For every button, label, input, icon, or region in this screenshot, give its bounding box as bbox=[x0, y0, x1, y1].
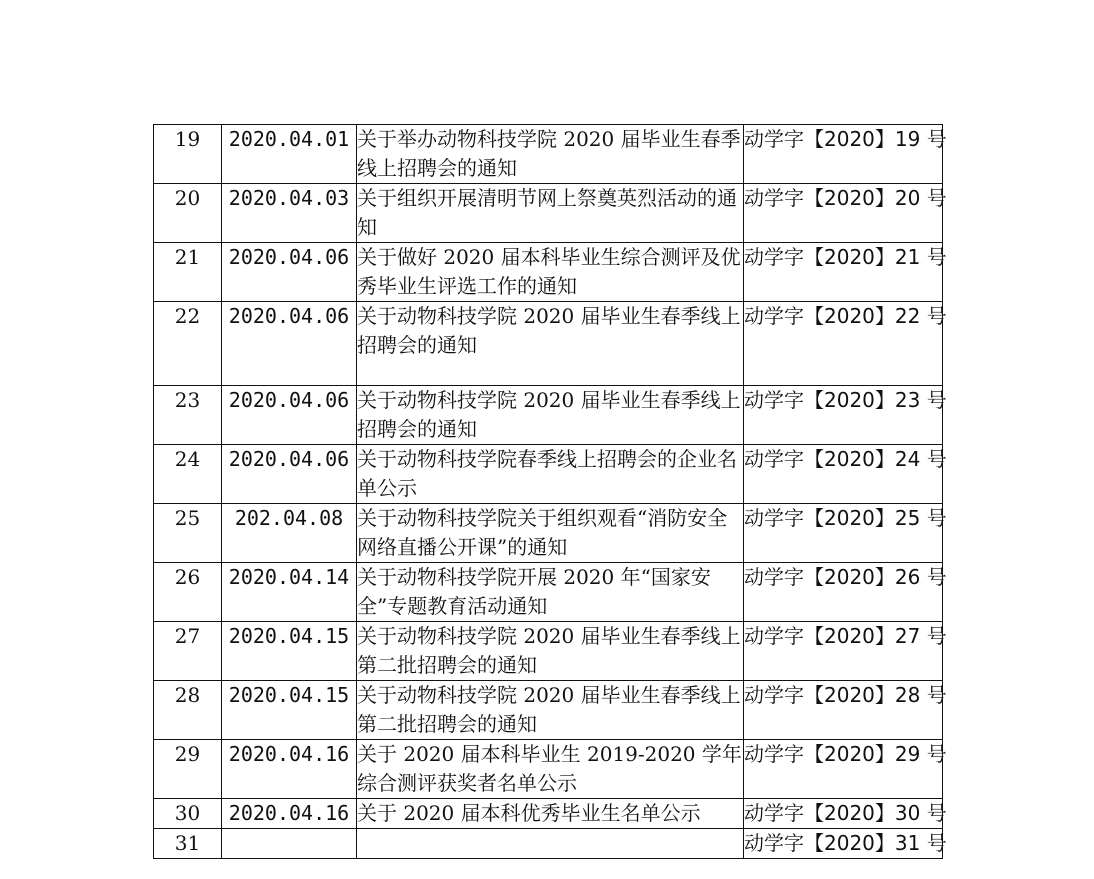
row-title: 关于 2020 届本科优秀毕业生名单公示 bbox=[357, 799, 744, 829]
row-reference: 动学字【2020】22 号 bbox=[744, 302, 943, 386]
row-date: 2020.04.06 bbox=[222, 386, 357, 445]
row-date: 2020.04.15 bbox=[222, 622, 357, 681]
row-title: 关于举办动物科技学院 2020 届毕业生春季线上招聘会的通知 bbox=[357, 125, 744, 184]
row-date bbox=[222, 829, 357, 859]
row-title: 关于动物科技学院春季线上招聘会的企业名单公示 bbox=[357, 445, 744, 504]
table-row bbox=[154, 504, 943, 563]
row-number: 21 bbox=[154, 243, 222, 302]
row-number: 30 bbox=[154, 799, 222, 829]
table-row bbox=[154, 445, 943, 504]
row-number: 19 bbox=[154, 125, 222, 184]
row-reference: 动学字【2020】23 号 bbox=[744, 386, 943, 445]
row-title: 关于 2020 届本科毕业生 2019-2020 学年综合测评获奖者名单公示 bbox=[357, 740, 744, 799]
row-title bbox=[357, 829, 744, 859]
table-row bbox=[154, 799, 943, 829]
row-reference: 动学字【2020】20 号 bbox=[744, 184, 943, 243]
table-row bbox=[154, 681, 943, 740]
row-date: 2020.04.03 bbox=[222, 184, 357, 243]
row-title: 关于动物科技学院 2020 届毕业生春季线上第二批招聘会的通知 bbox=[357, 681, 744, 740]
row-number: 24 bbox=[154, 445, 222, 504]
row-number: 25 bbox=[154, 504, 222, 563]
row-number: 26 bbox=[154, 563, 222, 622]
row-reference: 动学字【2020】21 号 bbox=[744, 243, 943, 302]
row-reference: 动学字【2020】29 号 bbox=[744, 740, 943, 799]
row-reference: 动学字【2020】28 号 bbox=[744, 681, 943, 740]
document-list-table bbox=[153, 124, 947, 859]
table-row bbox=[154, 740, 943, 799]
row-number: 29 bbox=[154, 740, 222, 799]
row-number: 23 bbox=[154, 386, 222, 445]
row-reference: 动学字【2020】31 号 bbox=[744, 829, 943, 859]
row-date: 2020.04.01 bbox=[222, 125, 357, 184]
row-title: 关于动物科技学院 2020 届毕业生春季线上第二批招聘会的通知 bbox=[357, 622, 744, 681]
row-reference: 动学字【2020】27 号 bbox=[744, 622, 943, 681]
row-title: 关于动物科技学院 2020 届毕业生春季线上招聘会的通知 bbox=[357, 386, 744, 445]
table-row bbox=[154, 563, 943, 622]
row-title: 关于动物科技学院关于组织观看“消防安全网络直播公开课”的通知 bbox=[357, 504, 744, 563]
row-date: 2020.04.16 bbox=[222, 799, 357, 829]
table-row bbox=[154, 302, 943, 386]
row-date: 2020.04.14 bbox=[222, 563, 357, 622]
row-date: 202.04.08 bbox=[222, 504, 357, 563]
table-row bbox=[154, 829, 943, 859]
table-row bbox=[154, 386, 943, 445]
row-date: 2020.04.06 bbox=[222, 445, 357, 504]
row-number: 27 bbox=[154, 622, 222, 681]
row-number: 31 bbox=[154, 829, 222, 859]
table-row bbox=[154, 243, 943, 302]
row-date: 2020.04.16 bbox=[222, 740, 357, 799]
row-reference: 动学字【2020】26 号 bbox=[744, 563, 943, 622]
table-row bbox=[154, 622, 943, 681]
table-row bbox=[154, 125, 943, 184]
row-number: 22 bbox=[154, 302, 222, 386]
table-row bbox=[154, 184, 943, 243]
row-reference: 动学字【2020】25 号 bbox=[744, 504, 943, 563]
row-reference: 动学字【2020】24 号 bbox=[744, 445, 943, 504]
row-title: 关于组织开展清明节网上祭奠英烈活动的通知 bbox=[357, 184, 744, 243]
row-title: 关于动物科技学院开展 2020 年“国家安全”专题教育活动通知 bbox=[357, 563, 744, 622]
row-title: 关于动物科技学院 2020 届毕业生春季线上招聘会的通知 bbox=[357, 302, 744, 386]
row-reference: 动学字【2020】30 号 bbox=[744, 799, 943, 829]
row-number: 20 bbox=[154, 184, 222, 243]
row-title: 关于做好 2020 届本科毕业生综合测评及优秀毕业生评选工作的通知 bbox=[357, 243, 744, 302]
row-number: 28 bbox=[154, 681, 222, 740]
row-reference: 动学字【2020】19 号 bbox=[744, 125, 943, 184]
row-date: 2020.04.15 bbox=[222, 681, 357, 740]
row-date: 2020.04.06 bbox=[222, 243, 357, 302]
row-date: 2020.04.06 bbox=[222, 302, 357, 386]
